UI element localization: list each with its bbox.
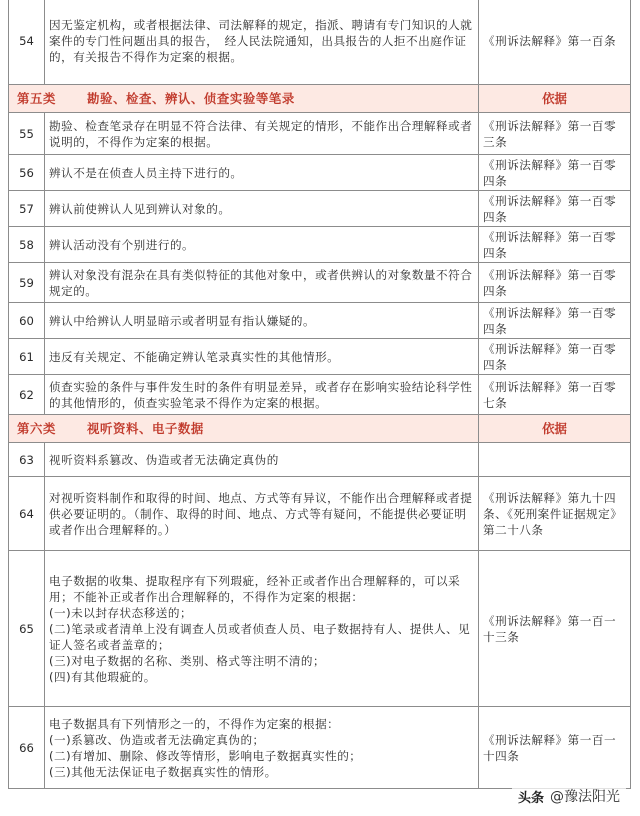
category-title [9,415,479,443]
row-text: 因无鉴定机构，或者根据法律、司法解释的规定，指派、聘请有专门知识的人就案件的专门性问题出具的报告， 经人民法院通知，出具报告的人拒不出庭作证的，有关报告不得作为定案的根据。 [45,0,479,85]
table-row [9,227,631,263]
row-number: 63 [9,443,45,477]
table-row [9,707,631,789]
row-text: 辨认活动没有个别进行的。 [45,227,479,263]
row-text-line: (二)有增加、删除、修改等情形，影响电子数据真实性的； [49,748,362,763]
table-row [9,263,631,303]
table-row [9,191,631,227]
table-row [9,477,631,551]
category-header-5 [9,85,631,113]
row-text-line: (三)对电子数据的名称、类别、格式等注明不清的； [49,653,326,668]
row-text: 勘验、检查笔录存在明显不符合法律、有关规定的情形，不能作出合理解释或者说明的，不得作为定案的根据。 [45,113,479,155]
row-number: 54 [9,0,45,85]
row-text [45,551,479,707]
category-title [9,85,479,113]
table-row [9,375,631,415]
row-basis: 《刑诉法解释》第一百零四条 [479,339,631,375]
row-number: 66 [9,707,45,789]
table-row [9,155,631,191]
row-number: 62 [9,375,45,415]
table-row [9,551,631,707]
row-number: 56 [9,155,45,191]
row-basis: 《刑诉法解释》第一百条 [479,0,631,85]
row-text-line: (一)系篡改、伪造或者无法确定真伪的； [49,732,265,747]
row-text: 对视听资料制作和取得的时间、地点、方式等有异议，不能作出合理解释或者提供必要证明的。（制作、取得的时间、地点、方式等有疑问，不能提供必要证明或者作出合理解释的。） [45,477,479,551]
row-text [45,707,479,789]
row-text-line: 电子数据具有下列情形之一的，不得作为定案的根据： [49,716,340,731]
row-basis: 《刑诉法解释》第九十四条、《死刑案件证据规定》第二十八条 [479,477,631,551]
row-basis: 《刑诉法解释》第一百零四条 [479,303,631,339]
row-text: 辨认对象没有混杂在具有类似特征的其他对象中，或者供辨认的对象数量不符合规定的。 [45,263,479,303]
row-text: 侦查实验的条件与事件发生时的条件有明显差异，或者存在影响实验结论科学性的其他情形的，侦查实验笔录不得作为定案的根据。 [45,375,479,415]
row-number: 65 [9,551,45,707]
table-row [9,303,631,339]
row-text: 违反有关规定、不能确定辨认笔录真实性的其他情形。 [45,339,479,375]
row-basis [479,443,631,477]
row-number: 64 [9,477,45,551]
category-name: 勘验、检查、辨认、侦查实验等笔录 [87,90,295,106]
table-row [9,339,631,375]
row-text-line: (四)有其他瑕疵的。 [49,669,156,684]
row-basis: 《刑诉法解释》第一百零四条 [479,263,631,303]
row-text: 辨认中给辨认人明显暗示或者明显有指认嫌疑的。 [45,303,479,339]
row-number: 60 [9,303,45,339]
category-name: 视听资料、电子数据 [87,420,204,436]
row-basis: 《刑诉法解释》第一百零四条 [479,227,631,263]
watermark-account: @豫法阳光 [550,789,620,805]
row-basis: 《刑诉法解释》第一百零三条 [479,113,631,155]
basis-column-header: 依据 [479,415,631,443]
category-label: 第六类 [17,420,56,436]
row-text: 辨认前使辨认人见到辨认对象的。 [45,191,479,227]
row-text-line: (二)笔录或者清单上没有调查人员或者侦查人员、电子数据持有人、提供人、见证人签名或者盖章的； [49,621,471,652]
row-number: 61 [9,339,45,375]
watermark [512,784,626,808]
row-basis: 《刑诉法解释》第一百一十三条 [479,551,631,707]
row-basis: 《刑诉法解释》第一百零七条 [479,375,631,415]
row-text: 视听资料系篡改、伪造或者无法确定真伪的 [45,443,479,477]
basis-column-header: 依据 [479,85,631,113]
row-number: 59 [9,263,45,303]
row-basis: 《刑诉法解释》第一百零四条 [479,191,631,227]
row-text-line: (一)未以封存状态移送的； [49,605,193,620]
row-number: 57 [9,191,45,227]
toutiao-logo: 头条 [517,790,544,806]
row-number: 55 [9,113,45,155]
table-row [9,0,631,85]
row-basis: 《刑诉法解释》第一百一十四条 [479,707,631,789]
table-row [9,443,631,477]
row-basis: 《刑诉法解释》第一百零四条 [479,155,631,191]
row-number: 58 [9,227,45,263]
evidence-exclusion-table [8,0,631,789]
row-text: 辨认不是在侦查人员主持下进行的。 [45,155,479,191]
table-row [9,113,631,155]
row-text-line: (三)其他无法保证电子数据真实性的情形。 [49,764,277,779]
category-header-6 [9,415,631,443]
category-label: 第五类 [17,90,56,106]
row-text-line: 电子数据的收集、提取程序有下列瑕疵，经补正或者作出合理解释的，可以采用；不能补正或者作出合理解释的，不得作为定案的根据： [49,573,461,604]
